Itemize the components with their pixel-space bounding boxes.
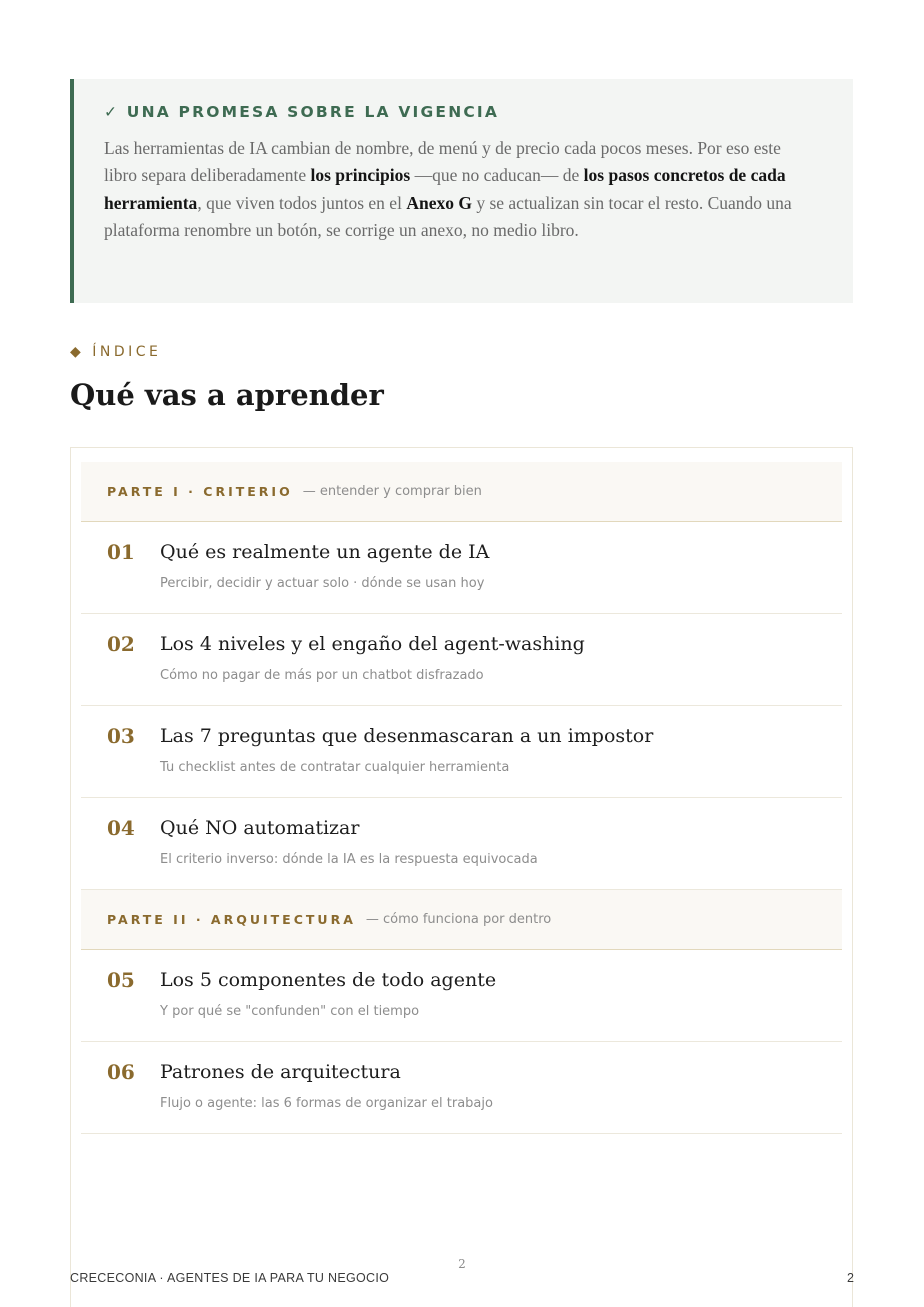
footer-page-number: 2	[847, 1271, 854, 1285]
chapter-number: 03	[107, 724, 135, 748]
toc-item-04[interactable]	[81, 798, 842, 890]
chapter-number: 05	[107, 968, 135, 992]
chapter-subtitle: Y por qué se "confunden" con el tiempo	[160, 1004, 420, 1019]
callout-text-2: —que no caducan— de	[410, 165, 584, 186]
callout-bold-steps: los pasos concretos de cada herramienta	[104, 165, 786, 213]
callout-text-3: , que viven todos juntos en el	[197, 192, 407, 213]
page-title: Qué vas a aprender	[70, 378, 384, 412]
chapter-subtitle: El criterio inverso: dónde la IA es la respuesta equivocada	[160, 852, 538, 867]
callout-body	[104, 135, 813, 244]
chapter-number: 02	[107, 632, 135, 656]
toc-item-06[interactable]	[81, 1042, 842, 1134]
chapter-number: 06	[107, 1060, 135, 1084]
table-of-contents	[70, 447, 853, 1307]
page-number: 2	[458, 1257, 466, 1271]
part-header-1	[81, 462, 842, 522]
toc-item-01[interactable]	[81, 522, 842, 614]
chapter-subtitle: Cómo no pagar de más por un chatbot disfrazado	[160, 668, 484, 683]
chapter-number: 01	[107, 540, 135, 564]
part-label: PARTE I · CRITERIO	[107, 484, 293, 499]
chapter-title: Qué NO automatizar	[160, 817, 360, 839]
chapter-subtitle: Percibir, decidir y actuar solo · dónde se usan hoy	[160, 576, 485, 591]
callout-text-4: y se actualizan sin tocar el resto. Cuando una plataforma renombre un botón, se corrige un anexo, no medio libro.	[104, 192, 792, 240]
chapter-title: Las 7 preguntas que desenmascaran a un impostor	[160, 725, 654, 747]
index-kicker: ◆ ÍNDICE	[70, 344, 162, 360]
validity-promise-callout	[70, 79, 853, 303]
part-header-2	[81, 890, 842, 950]
part-description: — entender y comprar bien	[302, 484, 482, 499]
toc-item-02[interactable]	[81, 614, 842, 706]
chapter-title: Los 5 componentes de todo agente	[160, 969, 497, 991]
part-description: — cómo funciona por dentro	[365, 912, 552, 927]
callout-bold-annex: Anexo G	[406, 192, 472, 213]
callout-text-1: Las herramientas de IA cambian de nombre, de menú y de precio cada pocos meses. Por eso este libro separa deliberadamente	[104, 138, 781, 186]
chapter-subtitle: Tu checklist antes de contratar cualquier herramienta	[160, 760, 510, 775]
chapter-subtitle: Flujo o agente: las 6 formas de organizar el trabajo	[160, 1096, 493, 1111]
chapter-title: Los 4 niveles y el engaño del agent-washing	[160, 633, 585, 655]
chapter-number: 04	[107, 816, 135, 840]
toc-item-03[interactable]	[81, 706, 842, 798]
running-footer: CRECECONIA · AGENTES DE IA PARA TU NEGOCIO	[70, 1271, 390, 1285]
callout-bold-principles: los principios	[310, 165, 411, 186]
part-label: PARTE II · ARQUITECTURA	[107, 912, 356, 927]
chapter-title: Patrones de arquitectura	[160, 1061, 401, 1083]
toc-item-05[interactable]	[81, 950, 842, 1042]
callout-title: ✓ UNA PROMESA SOBRE LA VIGENCIA	[104, 103, 500, 121]
chapter-title: Qué es realmente un agente de IA	[160, 541, 490, 563]
